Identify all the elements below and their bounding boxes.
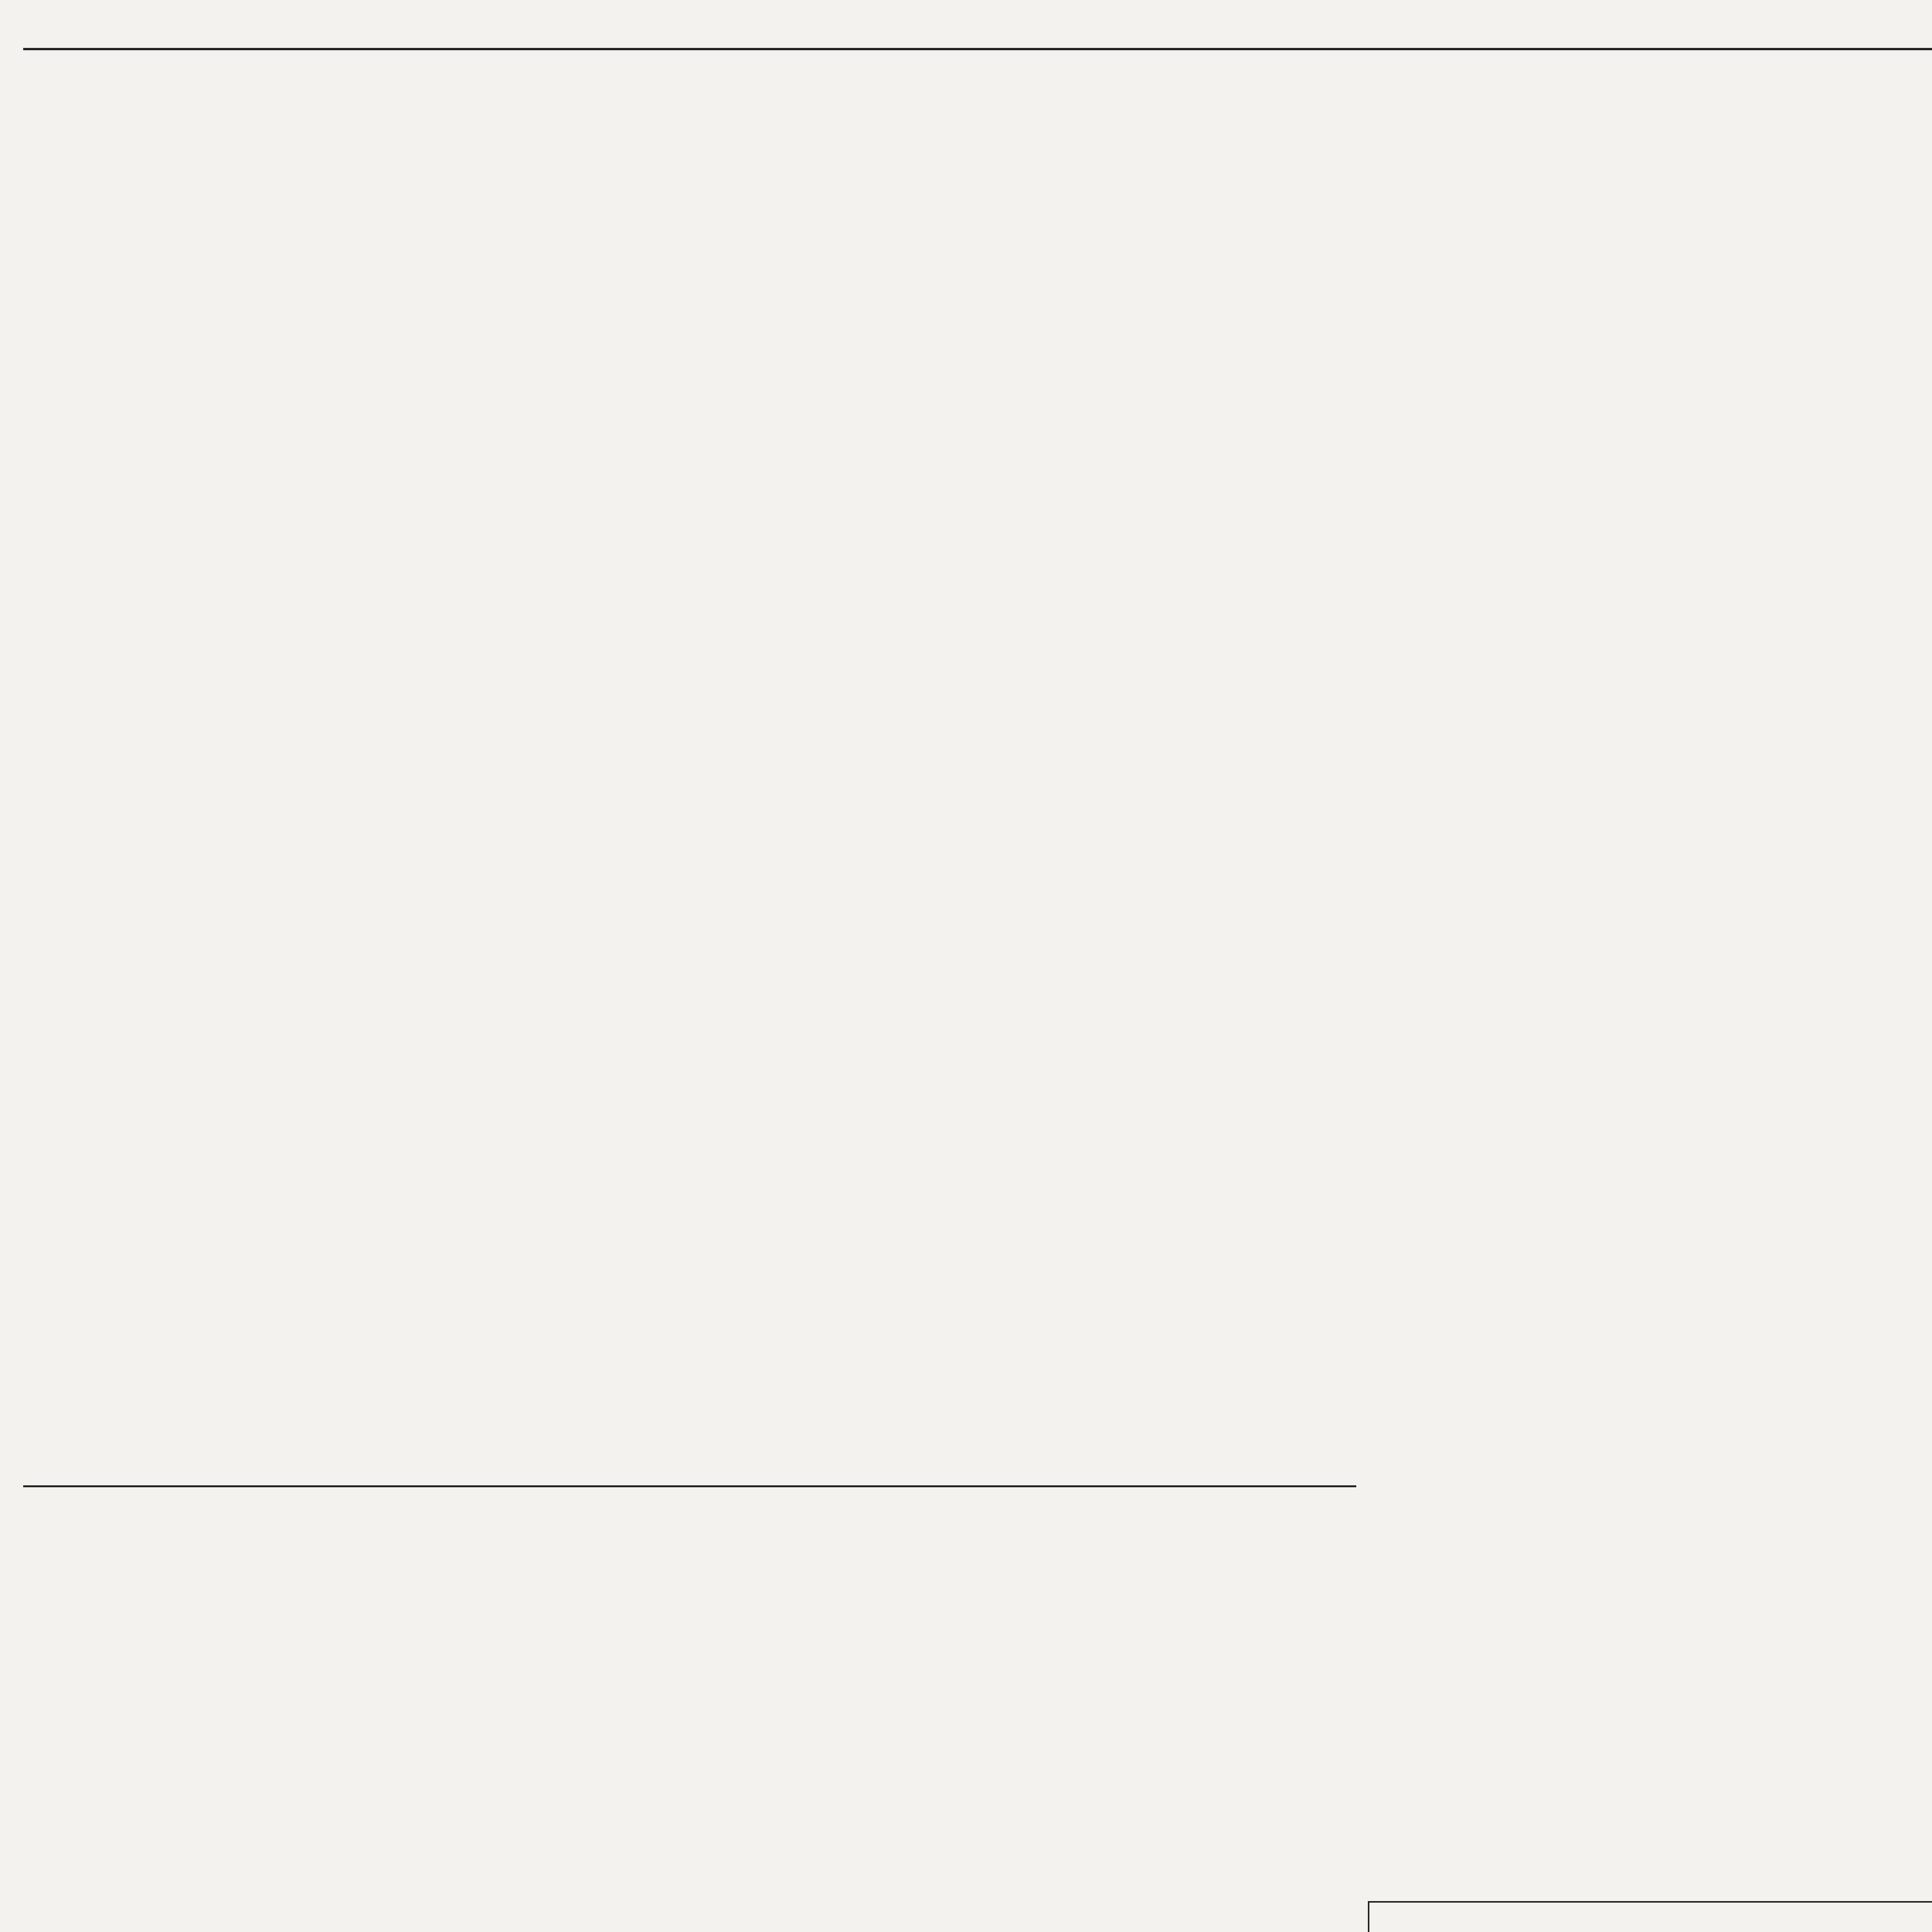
advertisement-text-area[interactable]: [1381, 1930, 1932, 1932]
masthead: [23, 15, 1932, 50]
insurance-section: [23, 1480, 1356, 1932]
classified-columns: [23, 58, 1932, 1472]
want-ads-form[interactable]: [1368, 1901, 1932, 1932]
insurance-body: [23, 1497, 1356, 1932]
classified-section: [1368, 1480, 1932, 1932]
insurance-banner: [23, 1480, 1356, 1487]
agencies-continued: [1368, 1480, 1932, 1889]
